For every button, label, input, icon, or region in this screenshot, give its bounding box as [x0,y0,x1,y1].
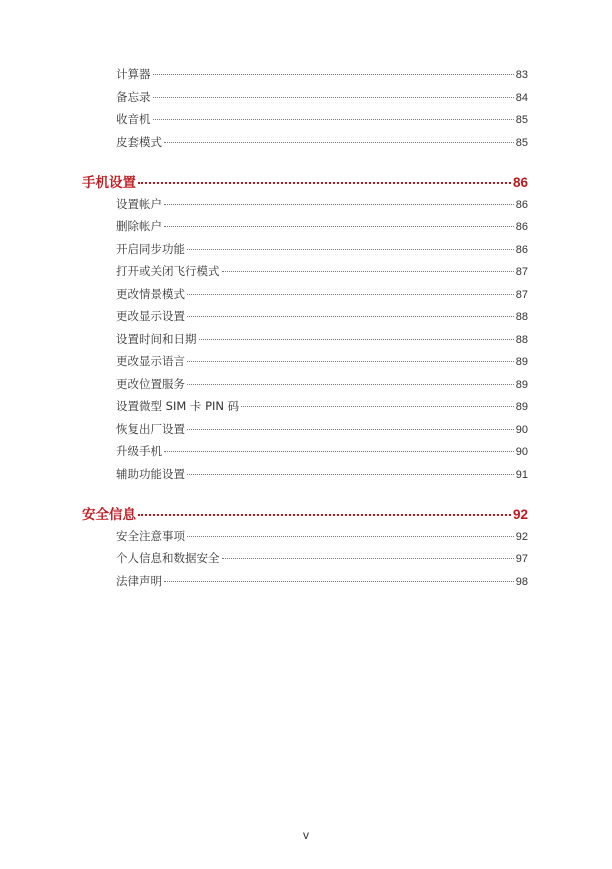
toc-leader [187,293,514,295]
toc-section-phone-settings[interactable] [82,171,528,189]
toc-leader [222,557,514,559]
toc-entry-page: 86 [515,244,528,256]
toc-entry-page: 85 [515,137,528,149]
toc-entry-title: 恢复出厂设置 [116,422,185,436]
toc-entry-location-services[interactable] [116,376,528,392]
toc-section-page: 92 [512,507,528,522]
toc-entry-calculator[interactable] [116,66,528,82]
toc-entry-title: 升级手机 [116,444,162,458]
toc-leader [164,203,514,205]
toc-entry-page: 91 [515,469,528,481]
toc-entry-title: 设置帐户 [116,197,162,211]
toc-entry-delete-account[interactable] [116,218,528,234]
toc-entry-title: 更改显示设置 [116,309,185,323]
toc-entry-time-date[interactable] [116,331,528,347]
toc-entry-airplane-mode[interactable] [116,263,528,279]
toc-entry-page: 84 [515,92,528,104]
toc-entry-page: 89 [515,401,528,413]
toc-entry-page: 88 [515,334,528,346]
toc-leader [187,360,514,362]
toc-entry-title: 皮套模式 [116,135,162,149]
toc-leader [187,473,514,475]
toc-entry-upgrade-phone[interactable] [116,443,528,459]
toc-entry-title: 安全注意事项 [116,529,185,543]
toc-entry-title: 更改位置服务 [116,377,185,391]
toc-leader [164,141,514,143]
toc-entry-profile-mode[interactable] [116,286,528,302]
toc-entry-title: 设置时间和日期 [116,332,197,346]
toc-entry-title: 辅助功能设置 [116,467,185,481]
toc-leader [187,535,514,537]
toc-entry-title: 备忘录 [116,90,151,104]
toc-leader [199,338,514,340]
toc-entry-title: 打开或关闭飞行模式 [116,264,220,278]
toc-section-title: 手机设置 [82,175,136,191]
toc-entry-display-settings[interactable] [116,308,528,324]
toc-entry-page: 97 [515,553,528,565]
toc-entry-set-account[interactable] [116,196,528,212]
toc-entry-title: 设置微型 SIM 卡 PIN 码 [116,399,240,413]
toc-entry-personal-data-security[interactable] [116,550,528,566]
toc-leader [241,405,514,407]
toc-leader [187,383,514,385]
toc-entry-factory-reset[interactable] [116,421,528,437]
toc-leader [222,270,514,272]
toc-section-title: 安全信息 [82,507,136,523]
toc-leader [164,450,514,452]
toc-entry-title: 开启同步功能 [116,242,185,256]
toc-entry-page: 88 [515,311,528,323]
toc-entry-page: 87 [515,266,528,278]
toc-entry-page: 98 [515,576,528,588]
toc-entry-memo[interactable] [116,89,528,105]
toc-entry-radio[interactable] [116,111,528,127]
toc-entry-display-language[interactable] [116,353,528,369]
toc-entry-page: 86 [515,221,528,233]
toc-leader [138,181,511,184]
toc-entry-page: 85 [515,114,528,126]
toc-entry-sync[interactable] [116,241,528,257]
toc-entry-accessibility[interactable] [116,466,528,482]
page-number: v [303,828,309,842]
toc-entry-flip-cover[interactable] [116,134,528,150]
toc-leader [164,580,514,582]
toc-entry-safety-precautions[interactable] [116,528,528,544]
toc-entry-sim-pin[interactable] [116,398,528,414]
toc-entry-title: 计算器 [116,67,151,81]
toc-leader [138,513,511,516]
toc-entry-title: 更改情景模式 [116,287,185,301]
toc-leader [153,118,514,120]
toc-leader [187,248,514,250]
toc-entry-title: 删除帐户 [116,219,162,233]
toc-entry-page: 86 [515,199,528,211]
toc-leader [187,428,514,430]
toc-entry-page: 89 [515,379,528,391]
toc-leader [164,225,514,227]
toc-leader [187,315,514,317]
toc-entry-title: 收音机 [116,112,151,126]
toc-entry-page: 87 [515,289,528,301]
toc-entry-title: 更改显示语言 [116,354,185,368]
toc-section-page: 86 [512,175,528,190]
toc-entry-page: 92 [515,531,528,543]
toc-entry-page: 90 [515,446,528,458]
toc-leader [153,73,514,75]
toc-entry-title: 个人信息和数据安全 [116,551,220,565]
toc-entry-page: 90 [515,424,528,436]
toc-entry-page: 89 [515,356,528,368]
toc-section-safety[interactable] [82,503,528,521]
toc-entry-title: 法律声明 [116,574,162,588]
toc-entry-page: 83 [515,69,528,81]
toc-leader [153,96,514,98]
toc-entry-legal-notice[interactable] [116,573,528,589]
